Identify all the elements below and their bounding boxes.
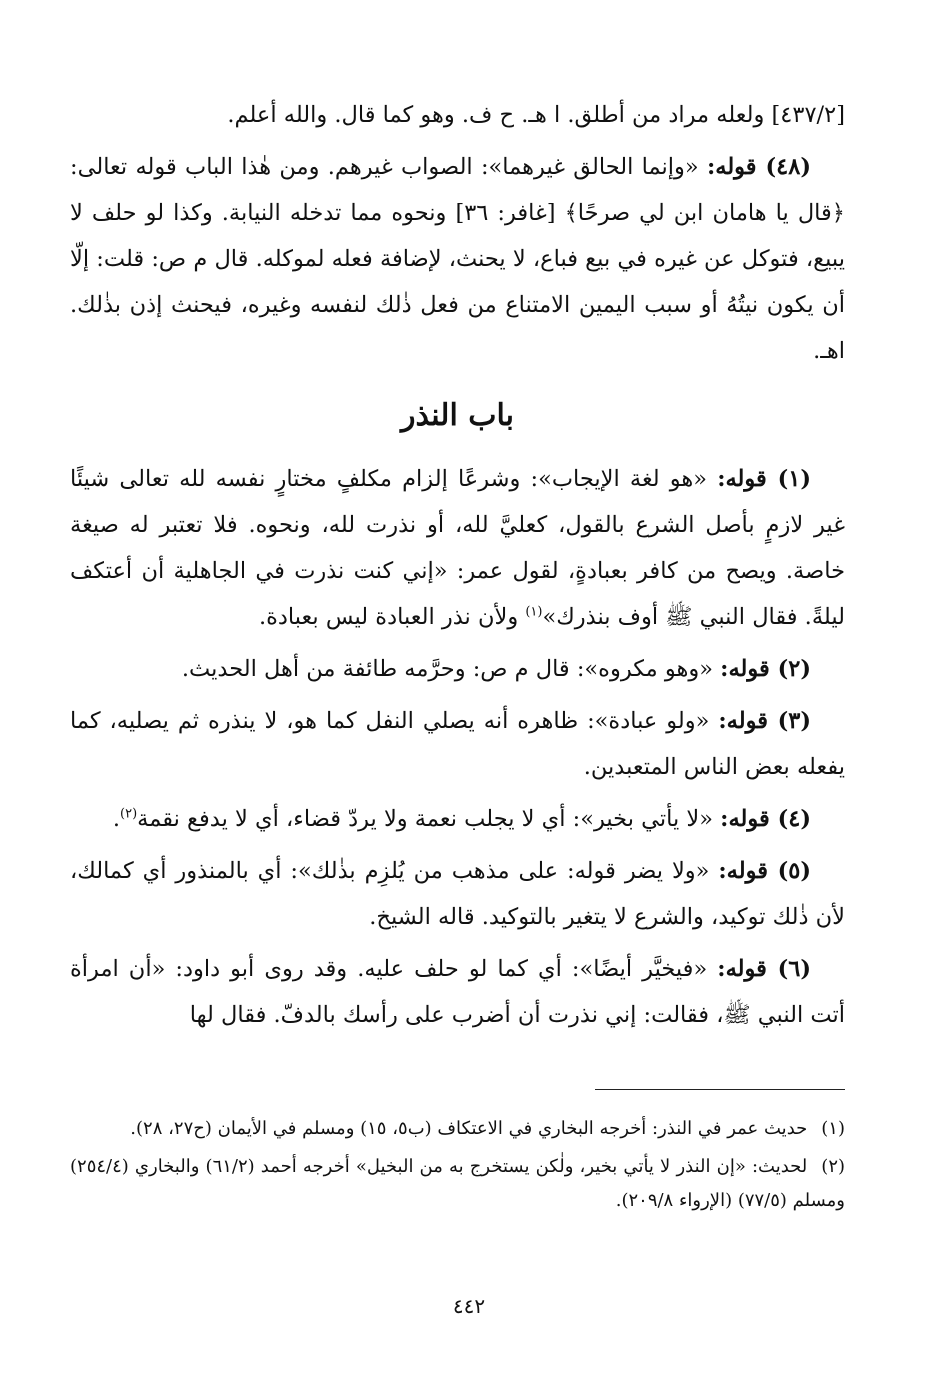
footnote-text: لحديث: «إن النذر لا يأتي بخير، ولٰكن يستخرج به من البخيل» أخرجه أحمد (٦١/٢) والبخاري (٢٥٤/٤) ومسلم (٧٧/٥) (الإرواء ٢٠٩/٨).: [70, 1156, 845, 1211]
paragraph-3: [70, 698, 845, 790]
paragraph-label: (٢) قوله:: [720, 656, 811, 682]
paragraph-48: [70, 144, 845, 374]
paragraph-label: (٤٨) قوله:: [706, 154, 811, 180]
footnote-text: حديث عمر في النذر: أخرجه البخاري في الاعتكاف (ب٥، ١٥) ومسلم في الأيمان (ح٢٧، ٢٨).: [130, 1118, 808, 1139]
paragraph-continuation: [70, 92, 845, 138]
paragraph-label: (٤) قوله:: [720, 806, 811, 832]
paragraph-text: «ولا يضر قوله: على مذهب من يُلزِم بذٰلك»: أي بالمنذور أي كمالك، لأن ذٰلك توكيد، والشرع لا يتغير بالتوكيد. قاله الشيخ.: [70, 858, 845, 930]
footnote-item: [70, 1112, 845, 1146]
paragraph-text-tail: ولأن نذر العبادة ليس بعبادة.: [258, 604, 526, 630]
footnotes: [70, 1112, 845, 1222]
paragraph-text: «فيخيَّر أيضًا»: أي كما لو حلف عليه. وقد روى أبو داود: «أن امرأة أتت النبي ﷺ، فقالت: إني نذرت أن أضرب على رأسك بالدفّ. فقال لها: [70, 956, 845, 1028]
paragraph-label: (٣) قوله:: [718, 708, 811, 734]
volume-page-reference: [٤٣٧/٢]: [771, 102, 845, 128]
paragraph-text: «ولو عبادة»: ظاهره أنه يصلي النفل كما هو، لا ينذره ثم يصليه، كما يفعله بعض الناس المتعبدين.: [70, 708, 845, 780]
paragraph-text: «لا يأتي بخير»: أي لا يجلب نعمة ولا يردّ قضاء، أي لا يدفع نقمة: [137, 806, 721, 832]
footnote-item: [70, 1150, 845, 1218]
paragraph-2: [70, 646, 845, 692]
paragraph-text: «وهو مكروه»: قال م ص: وحرَّمه طائفة من أهل الحديث.: [181, 656, 721, 682]
paragraph-label: (٦) قوله:: [717, 956, 811, 982]
footnote-marker: (١): [525, 604, 543, 620]
paragraph-text: ولعله مراد من أطلق. ا هـ. ح ف. وهو كما قال. والله أعلم.: [227, 102, 772, 128]
paragraph-1: [70, 456, 845, 640]
page-number: ٤٤٢: [452, 1294, 486, 1318]
paragraph-label: (٥) قوله:: [718, 858, 811, 884]
footnote-number: (٢): [821, 1156, 846, 1177]
section-heading: باب النذر: [401, 398, 514, 433]
paragraph-6: [70, 946, 845, 1038]
paragraph-text: «وإنما الحالق غيرهما»: الصواب غيرهم. ومن هٰذا الباب قوله تعالى: ﴿قال يا هامان ابن لي صرحًا﴾ [غافر: ٣٦] ونحوه مما تدخله النيابة. وكذا لو حلف لا يبيع، فتوكل عن غيره في بيع فباع، لا يحنث، لإضافة فعله لموكله. قال م ص: قلت: إلّا أن يكون نيتُهُ أو سبب اليمين الامتناع من فعل ذٰلك لنفسه وغيره، فيحنث إذن بذٰلك. اهـ.: [70, 154, 845, 364]
page-body: [70, 92, 845, 1044]
footnote-marker: (٢): [120, 806, 138, 822]
footnote-separator: [595, 1089, 845, 1090]
paragraph-4: [70, 796, 845, 842]
paragraph-5: [70, 848, 845, 940]
paragraph-text-tail: .: [112, 806, 121, 832]
footnote-number: (١): [821, 1118, 845, 1139]
paragraph-label: (١) قوله:: [717, 466, 812, 492]
paragraph-text: «هو لغة الإيجاب»: وشرعًا إلزام مكلفٍ مختارٍ نفسه لله تعالى شيئًا غير لازمٍ بأصل الشرع بالقول، كعليَّ لله، أو نذرت لله، ونحوه. فلا تعتبر له صيغة خاصة. ويصح من كافر بعبادةٍ، لقول عمر: «إني كنت نذرت في الجاهلية أن أعتكف ليلةً. فقال النبي ﷺ أوف بنذرك»: [70, 466, 845, 630]
